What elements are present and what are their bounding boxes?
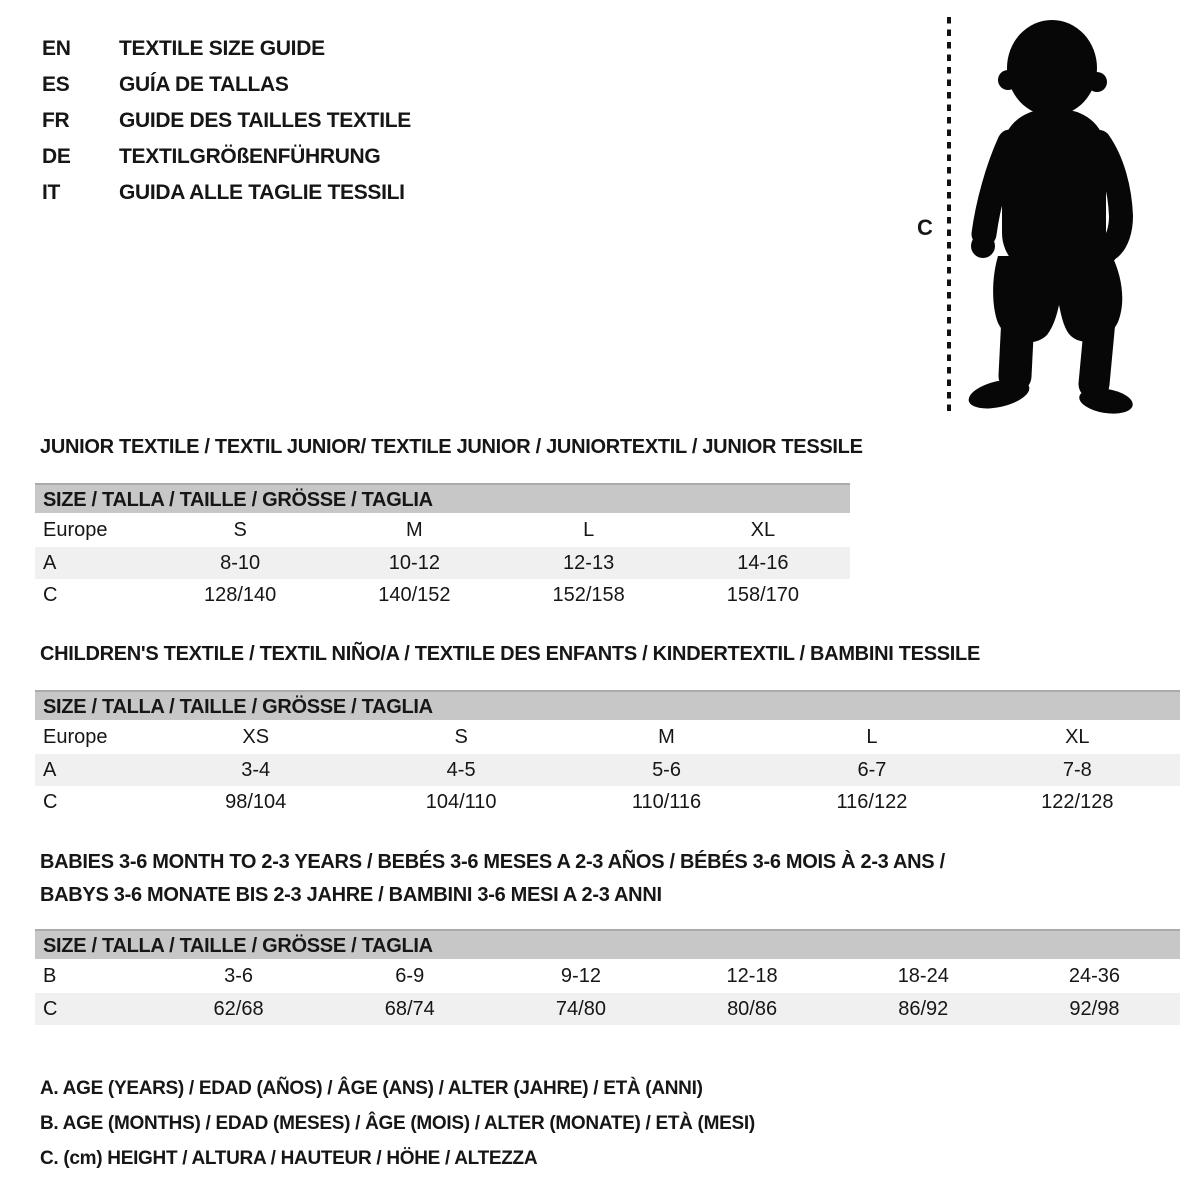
lang-row-fr [42, 103, 411, 139]
height-measure-line [946, 17, 952, 422]
lang-row-it [42, 175, 411, 211]
table-cell: 98/104 [225, 790, 287, 813]
row-label: A [43, 551, 57, 574]
table-cell: 104/110 [425, 790, 497, 813]
table-cell: XS [242, 725, 270, 748]
table-row [35, 959, 1180, 993]
table-cell: L [583, 518, 595, 541]
row-label: Europe [43, 725, 108, 748]
row-label: C [43, 997, 58, 1020]
table-cell: 68/74 [384, 997, 435, 1020]
lang-title: TEXTILGRÖßENFÜHRUNG [119, 145, 381, 168]
table-cell: 116/122 [836, 790, 908, 813]
table-row [35, 754, 1180, 786]
table-cell: 6-9 [395, 964, 425, 987]
size-header-bar: SIZE / TALLA / TAILLE / GRÖSSE / TAGLIA [35, 929, 1180, 959]
table-cell: 3-4 [241, 758, 271, 781]
table-cell: S [454, 725, 468, 748]
table-cell: XL [750, 518, 776, 541]
size-header-bar: SIZE / TALLA / TAILLE / GRÖSSE / TAGLIA [35, 483, 850, 513]
table-row [35, 993, 1180, 1025]
lang-code: EN [42, 37, 71, 60]
lang-code: FR [42, 109, 70, 132]
lang-row-es [42, 67, 411, 103]
lang-title: GUIDE DES TAILLES TEXTILE [119, 109, 411, 132]
measurement-legend [40, 1071, 755, 1176]
table-cell: S [233, 518, 247, 541]
row-label: A [43, 758, 57, 781]
table-cell: 92/98 [1069, 997, 1120, 1020]
table-cell: 14-16 [737, 551, 789, 574]
table-cell: XL [1065, 725, 1090, 748]
junior-section-title: JUNIOR TEXTILE / TEXTIL JUNIOR/ TEXTILE JUNIOR / JUNIORTEXTIL / JUNIOR TESSILE [40, 436, 863, 458]
height-measure-label: C [917, 215, 933, 240]
table-row [35, 720, 1180, 754]
table-cell: 140/152 [378, 583, 451, 606]
table-row [35, 579, 850, 611]
table-cell: 9-12 [560, 964, 601, 987]
row-label: C [43, 583, 58, 606]
table-cell: 74/80 [555, 997, 606, 1020]
language-title-list [42, 31, 411, 211]
table-cell: 10-12 [388, 551, 440, 574]
size-header-bar: SIZE / TALLA / TAILLE / GRÖSSE / TAGLIA [35, 690, 1180, 720]
table-cell: 5-6 [652, 758, 681, 781]
lang-title: TEXTILE SIZE GUIDE [119, 37, 325, 60]
table-cell: 8-10 [220, 551, 261, 574]
legend-line-b: B. AGE (MONTHS) / EDAD (MESES) / ÂGE (MOIS) / ALTER (MONATE) / ETÀ (MESI) [40, 1113, 755, 1134]
table-cell: 62/68 [213, 997, 264, 1020]
table-cell: 152/158 [552, 583, 625, 606]
table-cell: 7-8 [1062, 758, 1092, 781]
lang-title: GUIDA ALLE TAGLIE TESSILI [119, 181, 405, 204]
babies-section-title-line2: BABYS 3-6 MONATE BIS 2-3 JAHRE / BAMBINI 3-6 MESI A 2-3 ANNI [40, 884, 662, 906]
table-cell: 122/128 [1041, 790, 1114, 813]
lang-row-de [42, 139, 411, 175]
table-cell: M [658, 725, 675, 748]
row-label: B [43, 964, 57, 987]
table-row [35, 786, 1180, 818]
lang-code: IT [42, 181, 61, 204]
children-size-table [35, 690, 1180, 818]
toddler-silhouette-image [958, 18, 1148, 423]
row-label: C [43, 790, 58, 813]
lang-code: DE [42, 145, 71, 168]
table-cell: 12-13 [563, 551, 615, 574]
table-cell: L [866, 725, 878, 748]
table-cell: 128/140 [203, 583, 277, 606]
legend-line-c: C. (cm) HEIGHT / ALTURA / HAUTEUR / HÖHE / ALTEZZA [40, 1148, 538, 1169]
table-cell: 24-36 [1068, 964, 1121, 987]
table-cell: 80/86 [727, 997, 778, 1020]
table-row [35, 547, 850, 579]
lang-code: ES [42, 73, 70, 96]
babies-size-table [35, 929, 1180, 1025]
table-cell: 18-24 [897, 964, 949, 987]
table-cell: 12-18 [726, 964, 778, 987]
babies-section-title-line1: BABIES 3-6 MONTH TO 2-3 YEARS / BEBÉS 3-6 MESES A 2-3 AÑOS / BÉBÉS 3-6 MOIS À 2-3 ANS / [40, 851, 945, 873]
table-cell: 6-7 [857, 758, 887, 781]
table-cell: 4-5 [446, 758, 476, 781]
table-cell: 86/92 [898, 997, 949, 1020]
row-label: Europe [43, 518, 108, 541]
table-cell: 3-6 [224, 964, 254, 987]
table-cell: 110/116 [631, 790, 702, 813]
legend-line-a: A. AGE (YEARS) / EDAD (AÑOS) / ÂGE (ANS) / ALTER (JAHRE) / ETÀ (ANNI) [40, 1078, 703, 1099]
lang-title: GUÍA DE TALLAS [119, 73, 289, 96]
table-cell: M [406, 518, 423, 541]
table-cell: 158/170 [726, 583, 800, 606]
lang-row-en [42, 31, 411, 67]
junior-size-table [35, 483, 850, 611]
table-row [35, 513, 850, 547]
children-section-title: CHILDREN'S TEXTILE / TEXTIL NIÑO/A / TEXTILE DES ENFANTS / KINDERTEXTIL / BAMBINI TESSILE [40, 643, 980, 665]
